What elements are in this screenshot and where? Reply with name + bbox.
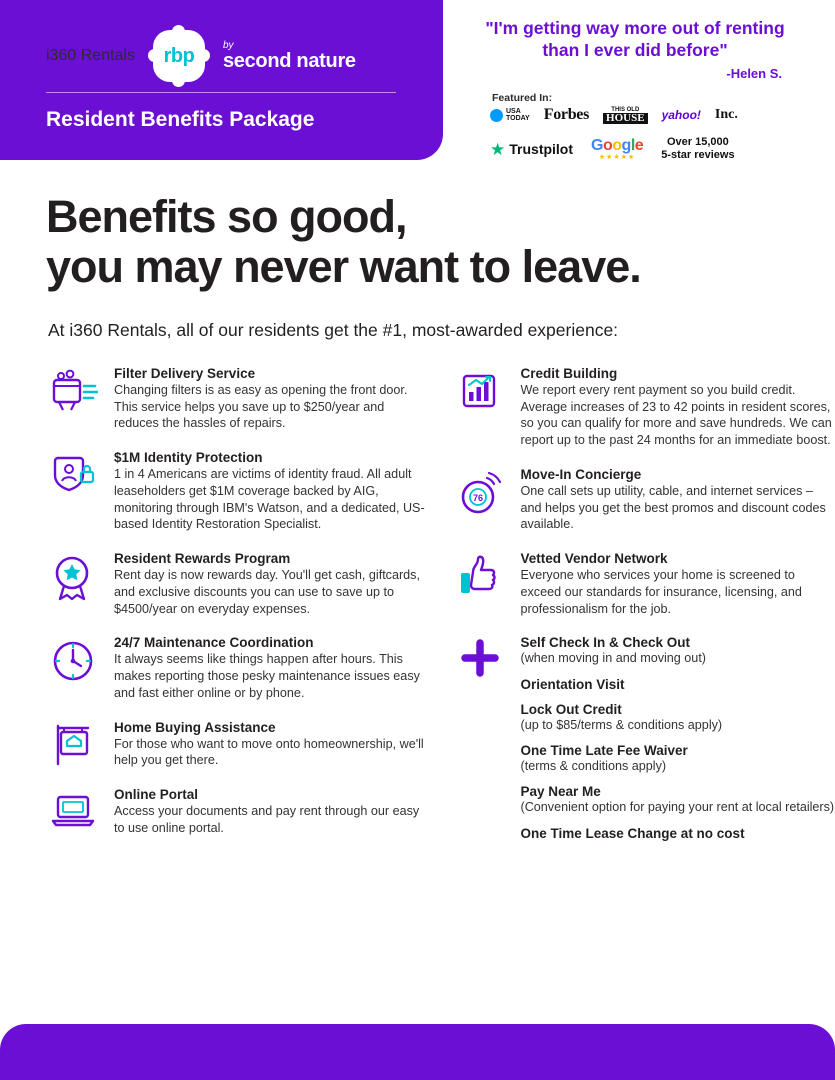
page-title	[46, 192, 641, 293]
thumbs-up-icon	[451, 551, 509, 617]
yahoo-logo: yahoo!	[661, 108, 701, 122]
extra-benefit-title: One Time Lease Change at no cost	[520, 825, 745, 841]
featured-in-label: Featured In:	[492, 92, 553, 104]
extra-benefit-sub: (when moving in and moving out)	[520, 651, 707, 666]
trustpilot-star-icon: ★	[490, 139, 506, 159]
extra-benefit-title: One Time Late Fee Waiver	[520, 743, 688, 759]
inc-logo: Inc.	[714, 107, 738, 122]
brand-name: i360 Rentals	[46, 47, 135, 64]
second-nature-logo	[223, 41, 356, 72]
google-logo: Google ★★★★★	[591, 136, 644, 161]
testimonial-quote-block	[470, 18, 800, 81]
this-old-house-logo	[603, 107, 648, 124]
benefit-item	[451, 467, 835, 533]
this-old-house-line1: THIS OLD	[611, 106, 640, 113]
extra-benefit-title: Pay Near Me	[520, 784, 601, 800]
second-nature-by: by	[222, 39, 234, 51]
usa-today-dot-icon	[490, 109, 503, 122]
identity-shield-icon	[44, 450, 102, 533]
headline-line-1: Benefits so good,	[46, 191, 407, 242]
press-logo-row	[490, 106, 810, 124]
usa-today-logo	[490, 108, 530, 123]
benefit-title: 24/7 Maintenance Coordination	[114, 635, 314, 651]
benefits-column-right	[451, 366, 835, 854]
benefit-title: Online Portal	[114, 787, 199, 803]
extra-benefit-sub: (up to $85/terms & conditions apply)	[520, 717, 723, 732]
credit-chart-icon	[451, 366, 509, 449]
trustpilot-logo	[490, 141, 573, 158]
benefit-description: Changing filters is as easy as opening the front door. This service helps you save up to $250/year and reduces the hassles of repairs.	[114, 383, 408, 431]
benefit-title: Resident Rewards Program	[114, 551, 291, 567]
extra-benefit-title: Lock Out Credit	[520, 701, 622, 717]
extra-benefit-item	[521, 784, 835, 815]
rbp-logo-icon	[153, 30, 205, 82]
benefit-description: 1 in 4 Americans are victims of identity fraud. All adult leaseholders get $1M coverage backed by AIG, monitoring through IBM's Watson, and a dedicated, US-based Identity Restoration Specialist.	[114, 467, 425, 532]
laptop-icon	[44, 787, 102, 836]
benefit-item	[44, 635, 429, 701]
benefit-item	[44, 720, 429, 769]
page-subtitle: At i360 Rentals, all of our residents get the #1, most-awarded experience:	[48, 320, 619, 340]
benefits-columns	[0, 366, 835, 854]
headline-line-2: you may never want to leave.	[46, 241, 641, 293]
usa-today-line2: TODAY	[506, 115, 530, 122]
extra-benefit-item	[521, 635, 835, 666]
home-sign-icon	[44, 720, 102, 769]
benefit-title: Filter Delivery Service	[114, 366, 256, 381]
usa-today-line1: USA	[506, 107, 521, 115]
filter-delivery-icon	[44, 366, 102, 432]
benefit-description: For those who want to move onto homeownership, we'll help you get there.	[114, 736, 424, 768]
second-nature-name: second nature	[222, 49, 356, 72]
benefit-title: $1M Identity Protection	[114, 450, 263, 466]
move-in-concierge-icon	[451, 467, 509, 533]
this-old-house-line2: HOUSE	[603, 113, 648, 124]
extra-benefit-sub: (Convenient option for paying your rent at local retailers)	[520, 800, 835, 815]
benefit-description: One call sets up utility, cable, and internet services – and helps you get the best promos and discount codes available.	[520, 483, 826, 532]
forbes-logo: Forbes	[543, 106, 590, 123]
benefit-item	[44, 450, 429, 533]
benefit-title: Credit Building	[520, 366, 618, 381]
benefits-column-left	[44, 366, 429, 854]
extra-benefit-sub: (terms & conditions apply)	[520, 759, 667, 774]
review-count	[661, 136, 734, 162]
extra-benefit-item	[521, 702, 835, 733]
extra-benefit-title: Orientation Visit	[520, 676, 625, 692]
benefit-description: Everyone who services your home is screened to exceed our standards for insurance, licensing, and professionalism for the job.	[520, 568, 802, 616]
benefit-item	[44, 366, 429, 432]
extra-benefit-item	[521, 677, 835, 692]
footer-bar	[0, 1024, 835, 1080]
google-stars-icon: ★★★★★	[598, 153, 636, 161]
additional-benefits-block	[451, 635, 835, 850]
testimonial-author: -Helen S.	[726, 65, 782, 81]
benefit-title: Vetted Vendor Network	[520, 551, 668, 567]
benefit-description: It always seems like things happen after hours. This makes reporting those pesky maintenance issues easy and fast either online or by phone.	[114, 652, 420, 700]
benefit-title: Move-In Concierge	[520, 466, 642, 482]
review-count-line2: 5-star reviews	[661, 149, 735, 162]
extra-benefit-item	[521, 826, 835, 841]
benefit-description: Rent day is now rewards day. You'll get cash, giftcards, and exclusive discounts you can use to save up to $4500/year on everyday expenses.	[114, 568, 420, 616]
benefit-item	[451, 366, 835, 449]
plus-icon	[451, 635, 509, 850]
brand-row	[46, 30, 356, 82]
benefit-description: We report every rent payment so you build credit. Average increases of 23 to 42 points in resident scores, so you can qualify for more and save hundreds. We can report up to the past 24 months for an immediate boost.	[520, 383, 832, 448]
ratings-row	[490, 136, 820, 162]
trustpilot-label: Trustpilot	[509, 141, 574, 158]
review-count-line1: Over 15,000	[666, 136, 729, 148]
benefit-title: Home Buying Assistance	[114, 719, 276, 735]
benefit-item	[44, 787, 429, 836]
svg-text:76: 76	[472, 492, 483, 503]
extra-benefit-item	[521, 743, 835, 774]
benefit-description: Access your documents and pay rent through our easy to use online portal.	[114, 804, 420, 835]
page-header	[0, 0, 835, 162]
benefit-item	[451, 551, 835, 617]
extra-benefit-title: Self Check In & Check Out	[520, 635, 691, 651]
clock-icon	[44, 635, 102, 701]
package-title: Resident Benefits Package	[46, 108, 315, 131]
testimonial-quote: "I'm getting way more out of renting than I ever did before"	[485, 18, 785, 60]
rewards-badge-icon	[44, 551, 102, 617]
rbp-logo-text: rbp	[163, 44, 195, 67]
header-divider	[46, 92, 396, 93]
benefit-item	[44, 551, 429, 617]
